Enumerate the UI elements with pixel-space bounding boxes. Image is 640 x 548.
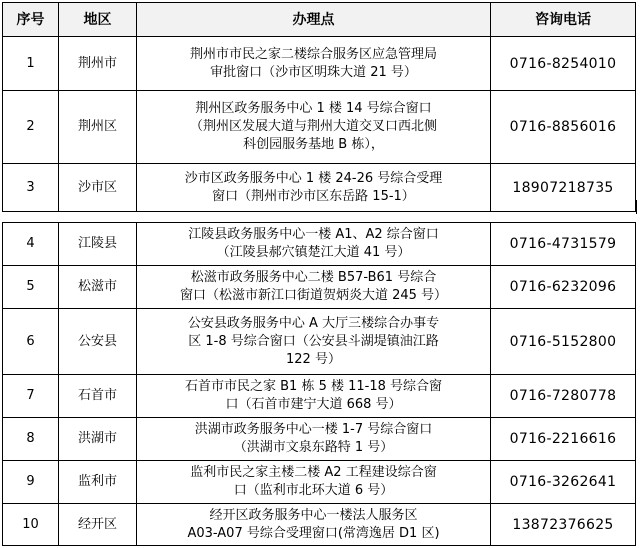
row-office bbox=[137, 164, 491, 212]
office-line: 荆州市市民之家二楼综合服务区应急管理局 bbox=[189, 46, 437, 62]
office-line: （洪湖市文泉东路特 1 号） bbox=[233, 440, 394, 455]
office-line: 科创园服务基地 B 栋）， bbox=[243, 137, 384, 152]
office-line: （荆州区发展大道与荆州大道交叉口西北侧 bbox=[189, 119, 437, 134]
row-phone: 0716-2216616 bbox=[491, 418, 636, 461]
office-line: 公安县政务服务中心 A 大厅三楼综合办事专 bbox=[187, 315, 440, 331]
row-office bbox=[137, 461, 491, 504]
row-office bbox=[137, 223, 491, 266]
office-line: 荆州区政务服务中心 1 楼 14 号综合窗口 bbox=[195, 101, 432, 116]
table-row bbox=[3, 418, 636, 461]
row-office bbox=[137, 375, 491, 418]
office-line: 口（监利市北环大道 6 号） bbox=[233, 483, 394, 498]
table-row bbox=[3, 266, 636, 309]
office-line: 审批窗口（沙市区明珠大道 21 号） bbox=[210, 64, 417, 80]
header-phone: 咨询电话 bbox=[491, 3, 636, 37]
row-phone: 0716-7280778 bbox=[491, 375, 636, 418]
row-seq: 5 bbox=[3, 266, 59, 309]
row-region: 松滋市 bbox=[59, 266, 137, 309]
row-office bbox=[137, 309, 491, 375]
text-cursor bbox=[636, 200, 637, 214]
row-seq: 7 bbox=[3, 375, 59, 418]
table-row bbox=[3, 461, 636, 504]
row-seq: 4 bbox=[3, 223, 59, 266]
office-line: 沙市区政务服务中心 1 楼 24-26 号综合受理 bbox=[184, 170, 443, 186]
header-office: 办理点 bbox=[137, 3, 491, 37]
office-line: 窗口（松滋市新江口街道贺炳炎大道 245 号） bbox=[179, 288, 448, 303]
row-region: 沙市区 bbox=[59, 164, 137, 212]
row-phone: 0716-3262641 bbox=[491, 461, 636, 504]
office-line: 监利市民之家主楼二楼 A2 工程建设综合窗 bbox=[190, 465, 437, 480]
header-row bbox=[3, 3, 636, 37]
row-seq: 6 bbox=[3, 309, 59, 375]
table-row bbox=[3, 375, 636, 418]
office-line: 洪湖市政务服务中心一楼 1-7 号综合窗口 bbox=[194, 422, 433, 437]
row-region: 监利市 bbox=[59, 461, 137, 504]
row-region: 荆州市 bbox=[59, 37, 137, 91]
row-seq: 3 bbox=[3, 164, 59, 212]
table-row bbox=[3, 164, 636, 212]
header-region: 地区 bbox=[59, 3, 137, 37]
row-office bbox=[137, 418, 491, 461]
office-line: 区 1-8 号综合窗口（公安县斗湖堤镇油江路 bbox=[188, 333, 439, 349]
row-seq: 2 bbox=[3, 91, 59, 164]
office-line: 石首市市民之家 B1 栋 5 楼 11-18 号综合窗 bbox=[184, 379, 443, 394]
office-line: （江陵县郝穴镇楚江大道 41 号） bbox=[216, 245, 411, 260]
row-region: 洪湖市 bbox=[59, 418, 137, 461]
row-seq: 9 bbox=[3, 461, 59, 504]
row-phone: 0716-5152800 bbox=[491, 309, 636, 375]
row-seq: 8 bbox=[3, 418, 59, 461]
row-phone: 0716-6232096 bbox=[491, 266, 636, 309]
row-seq: 1 bbox=[3, 37, 59, 91]
table-row bbox=[3, 91, 636, 164]
row-region: 荆州区 bbox=[59, 91, 137, 164]
office-line: 经开区政务服务中心一楼法人服务区 bbox=[209, 507, 418, 523]
office-line: 窗口（荆州市沙市区东岳路 15-1） bbox=[212, 188, 415, 204]
row-office bbox=[137, 504, 491, 546]
row-phone: 13872376625 bbox=[491, 504, 636, 546]
table-row bbox=[3, 504, 636, 546]
row-region: 石首市 bbox=[59, 375, 137, 418]
table-row bbox=[3, 309, 636, 375]
row-phone: 0716-8856016 bbox=[491, 91, 636, 164]
row-phone: 0716-8254010 bbox=[491, 37, 636, 91]
office-line: 口（石首市建宁大道 668 号） bbox=[225, 397, 402, 412]
offices-table-bottom bbox=[2, 222, 636, 546]
header-seq: 序号 bbox=[3, 3, 59, 37]
office-line: A03-A07 号综合受理窗口(常湾逸居 D1 区) bbox=[187, 525, 440, 541]
office-line: 122 号） bbox=[286, 351, 341, 367]
row-region: 江陵县 bbox=[59, 223, 137, 266]
row-phone: 18907218735 bbox=[491, 164, 636, 212]
office-line: 江陵县政务服务中心一楼 A1、A2 综合窗口 bbox=[188, 227, 439, 242]
row-office bbox=[137, 37, 491, 91]
row-office bbox=[137, 266, 491, 309]
row-phone: 0716-4731579 bbox=[491, 223, 636, 266]
row-office bbox=[137, 91, 491, 164]
table-row bbox=[3, 223, 636, 266]
table-row bbox=[3, 37, 636, 91]
office-line: 松滋市政务服务中心二楼 B57-B61 号综合 bbox=[190, 270, 437, 285]
row-region: 公安县 bbox=[59, 309, 137, 375]
row-region: 经开区 bbox=[59, 504, 137, 546]
offices-table-top bbox=[2, 2, 636, 212]
row-seq: 10 bbox=[3, 504, 59, 546]
